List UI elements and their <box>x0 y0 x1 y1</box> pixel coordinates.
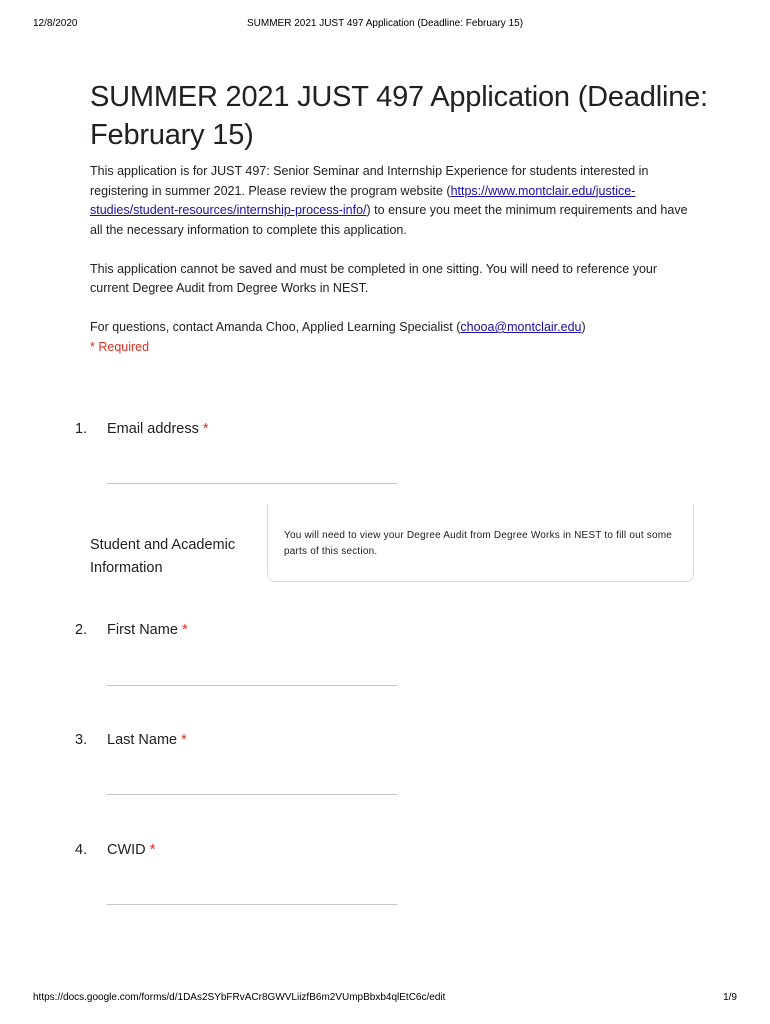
form-title: SUMMER 2021 JUST 497 Application (Deadline: February 15) <box>90 81 708 151</box>
print-title: SUMMER 2021 JUST 497 Application (Deadline: February 15) <box>246 18 524 29</box>
section-description: You will need to view your Degree Audit from Degree Works in NEST to fill out some parts of this section. <box>284 530 673 557</box>
print-header <box>0 18 770 32</box>
page-number: 1/9 <box>723 992 737 1003</box>
required-note: * Required <box>90 339 150 354</box>
program-website-link[interactable]: https://www.montclair.edu/justice-studies/student-resources/internship-process-info/ <box>90 183 636 217</box>
required-star: * <box>202 421 209 437</box>
description-text: ) <box>581 320 586 334</box>
question-number: 4. <box>75 842 88 858</box>
required-star: * <box>181 732 187 748</box>
required-star: * <box>149 842 156 858</box>
print-footer <box>0 992 770 1006</box>
question-title <box>107 842 155 858</box>
question-number: 2. <box>75 622 88 638</box>
section-title: Student and Academic Information <box>90 537 236 576</box>
description-paragraph-intro <box>90 162 690 240</box>
question-title <box>107 732 187 748</box>
required-star: * <box>181 622 188 638</box>
description-paragraph-sitting: This application cannot be saved and must be completed in one sitting. You will need to reference your current Degree Audit from Degree Works in NEST. <box>90 261 658 295</box>
email-field[interactable] <box>107 483 397 484</box>
question-label: CWID <box>107 842 146 858</box>
description-text: ) to ensure you meet the minimum requirements and have all the necessary information to complete this application. <box>90 203 688 237</box>
question-number: 3. <box>75 732 88 748</box>
question-title <box>107 622 188 638</box>
print-date: 12/8/2020 <box>33 18 78 29</box>
question-label: Email address <box>107 421 199 437</box>
description-paragraph-contact <box>90 318 690 357</box>
question-title <box>107 421 209 437</box>
contact-email-link[interactable]: chooa@montclair.edu <box>460 320 582 334</box>
description-text: For questions, contact Amanda Choo, Applied Learning Specialist ( <box>90 320 461 334</box>
description-text: This application is for JUST 497: Senior Seminar and Internship Experience for students interested in registering in summer 2021. Please review the program website ( <box>90 164 649 198</box>
print-url: https://docs.google.com/forms/d/1DAs2SYbFRvACr8GWVLiizfB6m2VUmpBbxb4qlEtC6c/edit <box>33 992 446 1003</box>
last-name-field[interactable] <box>107 794 397 795</box>
form-description <box>90 162 690 357</box>
first-name-field[interactable] <box>107 685 397 686</box>
section-description-box <box>267 504 694 582</box>
question-label: First Name <box>107 622 178 638</box>
cwid-field[interactable] <box>107 904 397 905</box>
question-number: 1. <box>75 421 88 437</box>
question-label: Last Name <box>107 732 178 748</box>
